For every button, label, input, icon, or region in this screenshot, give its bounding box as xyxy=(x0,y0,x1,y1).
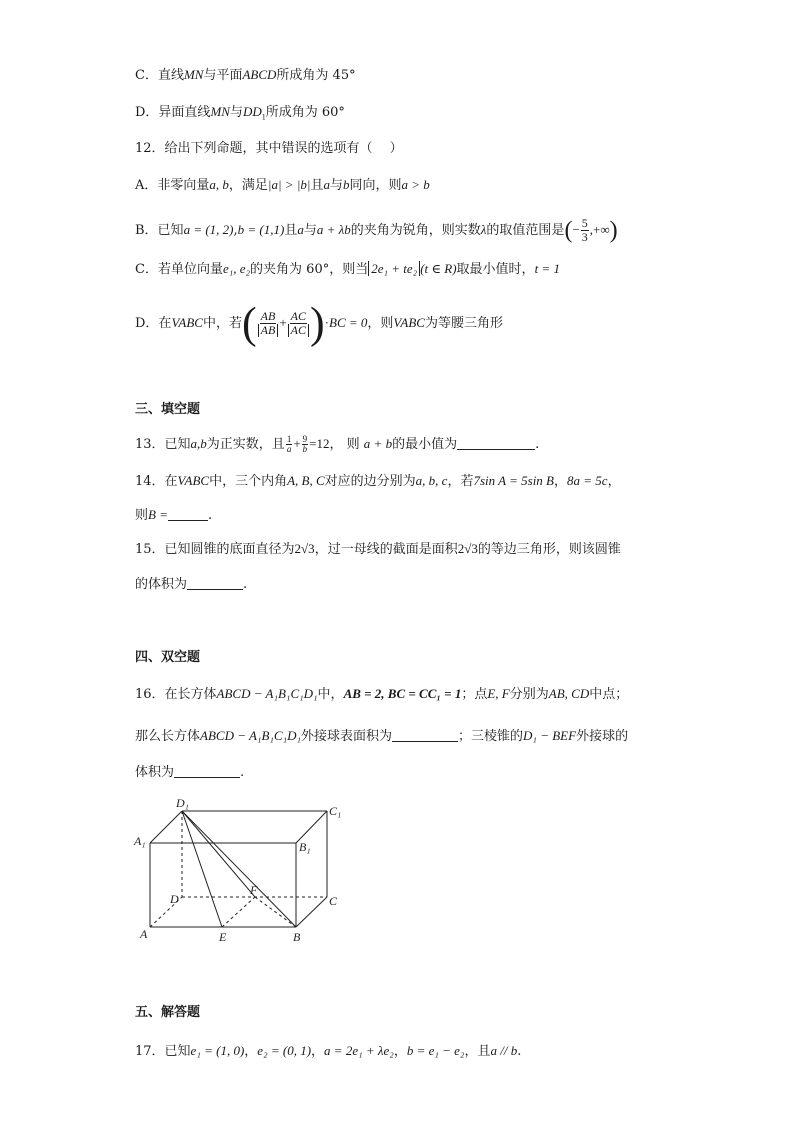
q12-option-a: A．非零向量a, b，满足|a| > |b|且a与b同向，则a > b xyxy=(135,177,430,193)
fraction-ac-norm: $\frac{AC}{AC}$ xyxy=(288,310,309,337)
answer-blank[interactable] xyxy=(187,576,243,590)
math-mn: MN xyxy=(183,67,204,82)
answer-blank[interactable] xyxy=(168,507,208,521)
question-15-line-2: 的体积为 . xyxy=(135,577,248,592)
label-a: A xyxy=(140,927,148,941)
question-14: 14．在VABC中，三个内角A, B, C对应的边分别为a, b, c，若7sin A = 5sin B，8a = 5c， xyxy=(135,473,621,489)
hidden-line-e-f xyxy=(222,897,255,927)
fraction-5-3: $\frac{5}{3}$ xyxy=(581,216,588,244)
q12-stem: 12．给出下列命题，其中错误的选项有（ ） xyxy=(135,141,403,156)
question-16-line-3: 体积为 . xyxy=(135,765,245,780)
edge-a1-d1 xyxy=(150,811,182,843)
question-15: 15．已知圆锥的底面直径为2√3，过一母线的截面是面积2√3的等边三角形，则该圆锥 xyxy=(135,541,621,557)
line-d1-f xyxy=(182,811,255,897)
label-d1: D₁ xyxy=(176,796,189,810)
answer-blank-1[interactable] xyxy=(392,728,458,742)
question-16-line-2: 那么长方体ABCD − A₁B₁C₁D₁外接球表面积为 ；三棱锥的D₁ − BEF外接球的 xyxy=(135,728,629,744)
q12-option-d: D．在VABC中，若( $\frac{AB}{AB}$ + $\frac{AC}{AC}$ )·BC = 0，则VABC为等腰三角形 xyxy=(135,298,503,348)
answer-blank-2[interactable] xyxy=(174,764,240,778)
label-c1: C₁ xyxy=(329,804,342,818)
q11-option-c: C．直线MN与平面ABCD所成角为 45° xyxy=(135,67,356,83)
label-a1: A₁ xyxy=(134,834,146,848)
line-d1-b xyxy=(182,811,296,927)
edge-b-c xyxy=(296,897,327,927)
edge-b1-c1 xyxy=(296,811,327,843)
question-17: 17．已知e₁ = (1, 0)，e₂ = (0, 1)，a = 2e₁ + λe₂，b = e₁ − e₂，且a // b. xyxy=(135,1043,522,1059)
section-title-solutions: 五、解答题 xyxy=(135,1005,201,1020)
q11-option-d: D．异面直线MN与$DD_1$所成角为 60° xyxy=(135,104,345,122)
label-c: C xyxy=(329,894,338,908)
question-13: 13．已知a,b为正实数，且 $\frac{1}{a}$ + $\frac{9}{b}$ =12， 则 a + b的最小值为 . xyxy=(135,434,540,454)
question-16: 16．在长方体ABCD − A₁B₁C₁D₁中，AB = 2, BC = CC₁ = 1；点E, F分别为AB, CD中点； xyxy=(135,686,629,702)
q12-option-c: C．若单位向量e₁, e₂的夹角为 60°，则当 2e₁ + te₂ (t ∈ R)取最小值时，t = 1 xyxy=(135,261,560,277)
fraction-ab-norm: $\frac{AB}{AB}$ xyxy=(258,310,279,337)
label-b: B xyxy=(293,930,301,944)
hidden-line-f-b xyxy=(255,897,296,927)
line-d1-e xyxy=(182,811,222,927)
section-title-fill-blank: 三、填空题 xyxy=(135,402,201,417)
q12-option-b: B．已知a = (1, 2),b = (1,1)且a与a + λb的夹角为锐角，则实数λ的取值范围是(− $\frac{5}{3}$ ,+∞) xyxy=(135,216,618,244)
answer-blank[interactable] xyxy=(457,436,535,450)
cuboid-figure xyxy=(130,795,360,950)
label-e: E xyxy=(219,930,227,944)
math-plane: ABCD xyxy=(242,67,277,82)
question-14-line-2: 则B = . xyxy=(135,507,213,523)
label-d: D xyxy=(170,892,179,906)
section-title-double-blank: 四、双空题 xyxy=(135,650,201,665)
label-b1: B₁ xyxy=(299,840,311,854)
label-f: F xyxy=(250,883,258,897)
